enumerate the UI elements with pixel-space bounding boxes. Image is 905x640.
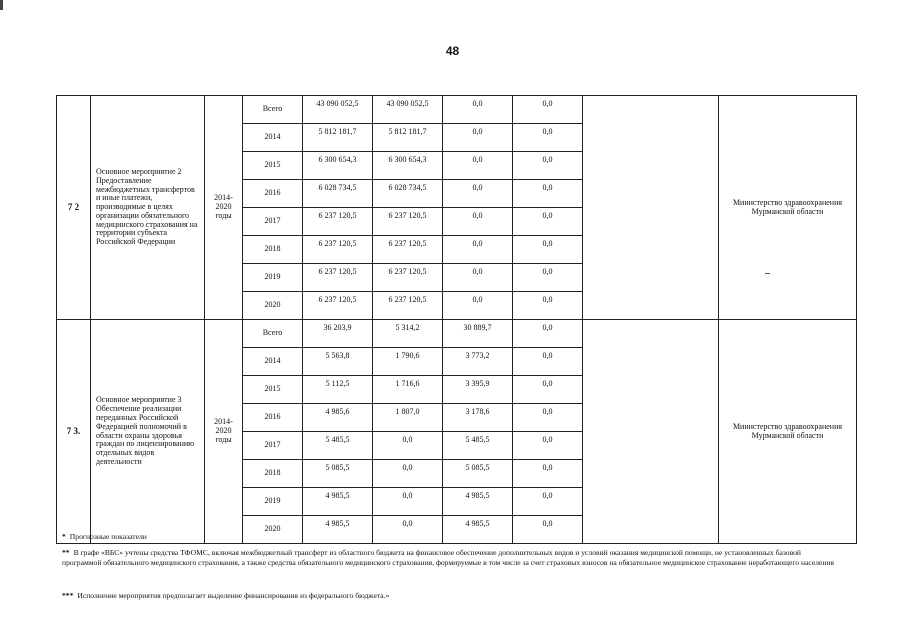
item-number: 7 2 [57, 96, 91, 320]
table-row [57, 320, 857, 348]
value-total: 5 085,5 [303, 460, 373, 488]
value-col-3: 0,0 [513, 432, 583, 460]
value-col-2: 3 395,9 [443, 376, 513, 404]
value-col-2: 0,0 [443, 208, 513, 236]
value-col-3: 0,0 [513, 376, 583, 404]
value-col-3: 0,0 [513, 96, 583, 124]
footnote-1-text: Прогнозные показатели [69, 532, 147, 541]
year-label: 2016 [243, 180, 303, 208]
year-label: 2017 [243, 208, 303, 236]
value-col-2: 3 773,2 [443, 348, 513, 376]
value-col-2: 3 178,6 [443, 404, 513, 432]
value-col-2: 0,0 [443, 292, 513, 320]
value-col-1: 6 237 120,5 [373, 236, 443, 264]
value-col-1: 6 237 120,5 [373, 292, 443, 320]
indicator-cell [583, 96, 719, 320]
year-label: 2017 [243, 432, 303, 460]
value-col-3: 0,0 [513, 180, 583, 208]
value-col-1: 0,0 [373, 516, 443, 544]
value-total: 5 112,5 [303, 376, 373, 404]
value-col-2: 0,0 [443, 180, 513, 208]
year-label: 2016 [243, 404, 303, 432]
footnote-2-mark: ** [62, 548, 70, 557]
value-col-1: 0,0 [373, 432, 443, 460]
value-total: 6 237 120,5 [303, 208, 373, 236]
item-name: Основное мероприятие 3 Обеспечение реализации переданных Российской Федерацией полномочий в области охраны здоровья граждан по лицензированию отдельных видов деятельности [91, 320, 205, 544]
value-col-3: 0,0 [513, 516, 583, 544]
value-total: 4 985,6 [303, 404, 373, 432]
value-col-1: 43 090 052,5 [373, 96, 443, 124]
value-col-1: 0,0 [373, 460, 443, 488]
year-label: 2014 [243, 124, 303, 152]
footnote-2 [62, 548, 842, 567]
item-period: 2014-2020 годы [205, 320, 243, 544]
value-col-2: 0,0 [443, 264, 513, 292]
value-col-2: 0,0 [443, 152, 513, 180]
value-col-2: 5 485,5 [443, 432, 513, 460]
year-label: Всего [243, 96, 303, 124]
value-col-2: 0,0 [443, 96, 513, 124]
budget-table [56, 95, 857, 544]
value-total: 6 237 120,5 [303, 264, 373, 292]
footnote-3 [62, 591, 389, 601]
footnote-1 [62, 532, 147, 542]
value-col-2: 0,0 [443, 236, 513, 264]
value-col-3: 0,0 [513, 152, 583, 180]
value-total: 43 090 052,5 [303, 96, 373, 124]
value-col-2: 0,0 [443, 124, 513, 152]
year-label: 2020 [243, 292, 303, 320]
item-name: Основное мероприятие 2 Предоставление межбюджетных трансфертов и иные платежи, производимые в целях организации обязательного медицинского страхования на территории субъекта Российской Федерации [91, 96, 205, 320]
value-col-2: 4 985,5 [443, 516, 513, 544]
stray-dash-mark [765, 273, 770, 274]
item-period: 2014-2020 годы [205, 96, 243, 320]
value-col-1: 6 237 120,5 [373, 208, 443, 236]
item-number: 7 3. [57, 320, 91, 544]
value-col-3: 0,0 [513, 208, 583, 236]
value-col-1: 5 314,2 [373, 320, 443, 348]
value-total: 6 237 120,5 [303, 236, 373, 264]
value-col-1: 6 237 120,5 [373, 264, 443, 292]
page-number: 48 [445, 44, 460, 58]
footnote-1-mark: * [62, 532, 66, 541]
value-col-3: 0,0 [513, 124, 583, 152]
value-col-1: 5 812 181,7 [373, 124, 443, 152]
value-col-3: 0,0 [513, 460, 583, 488]
value-col-3: 0,0 [513, 404, 583, 432]
value-col-3: 0,0 [513, 264, 583, 292]
responsible-executor: Министерство здравоохранения Мурманской области [719, 96, 857, 320]
value-col-3: 0,0 [513, 320, 583, 348]
value-col-3: 0,0 [513, 236, 583, 264]
value-col-1: 6 300 654,3 [373, 152, 443, 180]
footnote-3-text: Исполнение мероприятия предполагает выделение финансирования из федерального бюджета.» [77, 591, 390, 600]
value-col-1: 1 716,6 [373, 376, 443, 404]
footnote-3-mark: *** [62, 591, 74, 600]
year-label: 2018 [243, 460, 303, 488]
value-col-1: 0,0 [373, 488, 443, 516]
year-label: 2018 [243, 236, 303, 264]
footnote-2-text: В графе «ВБС» учтены средства ТФОМС, включая межбюджетный трансферт из областного бюджета на финансовое обеспечение дополнительных видов и условий оказания медицинской помощи, не установленных базовой программой обязательного медицинского страхования, а также средства обязательного медицинского страхования, формируемые в том числе за счет страховых взносов на обязательное медицинское страхование неработающего населения [62, 548, 835, 567]
value-total: 36 203,9 [303, 320, 373, 348]
value-col-2: 30 889,7 [443, 320, 513, 348]
value-col-3: 0,0 [513, 488, 583, 516]
value-total: 4 985,5 [303, 516, 373, 544]
value-total: 5 485,5 [303, 432, 373, 460]
scan-edge-mark [0, 0, 3, 10]
value-col-2: 5 085,5 [443, 460, 513, 488]
table-row [57, 96, 857, 124]
year-label: 2019 [243, 488, 303, 516]
responsible-executor: Министерство здравоохранения Мурманской области [719, 320, 857, 544]
indicator-cell [583, 320, 719, 544]
value-total: 6 028 734,5 [303, 180, 373, 208]
value-total: 6 300 654,3 [303, 152, 373, 180]
value-col-3: 0,0 [513, 292, 583, 320]
value-col-1: 6 028 734,5 [373, 180, 443, 208]
value-col-3: 0,0 [513, 348, 583, 376]
value-col-2: 4 985,5 [443, 488, 513, 516]
value-total: 6 237 120,5 [303, 292, 373, 320]
year-label: 2014 [243, 348, 303, 376]
value-col-1: 1 807,0 [373, 404, 443, 432]
value-col-1: 1 790,6 [373, 348, 443, 376]
year-label: 2020 [243, 516, 303, 544]
value-total: 4 985,5 [303, 488, 373, 516]
year-label: 2019 [243, 264, 303, 292]
value-total: 5 563,8 [303, 348, 373, 376]
year-label: Всего [243, 320, 303, 348]
year-label: 2015 [243, 152, 303, 180]
year-label: 2015 [243, 376, 303, 404]
value-total: 5 812 181,7 [303, 124, 373, 152]
